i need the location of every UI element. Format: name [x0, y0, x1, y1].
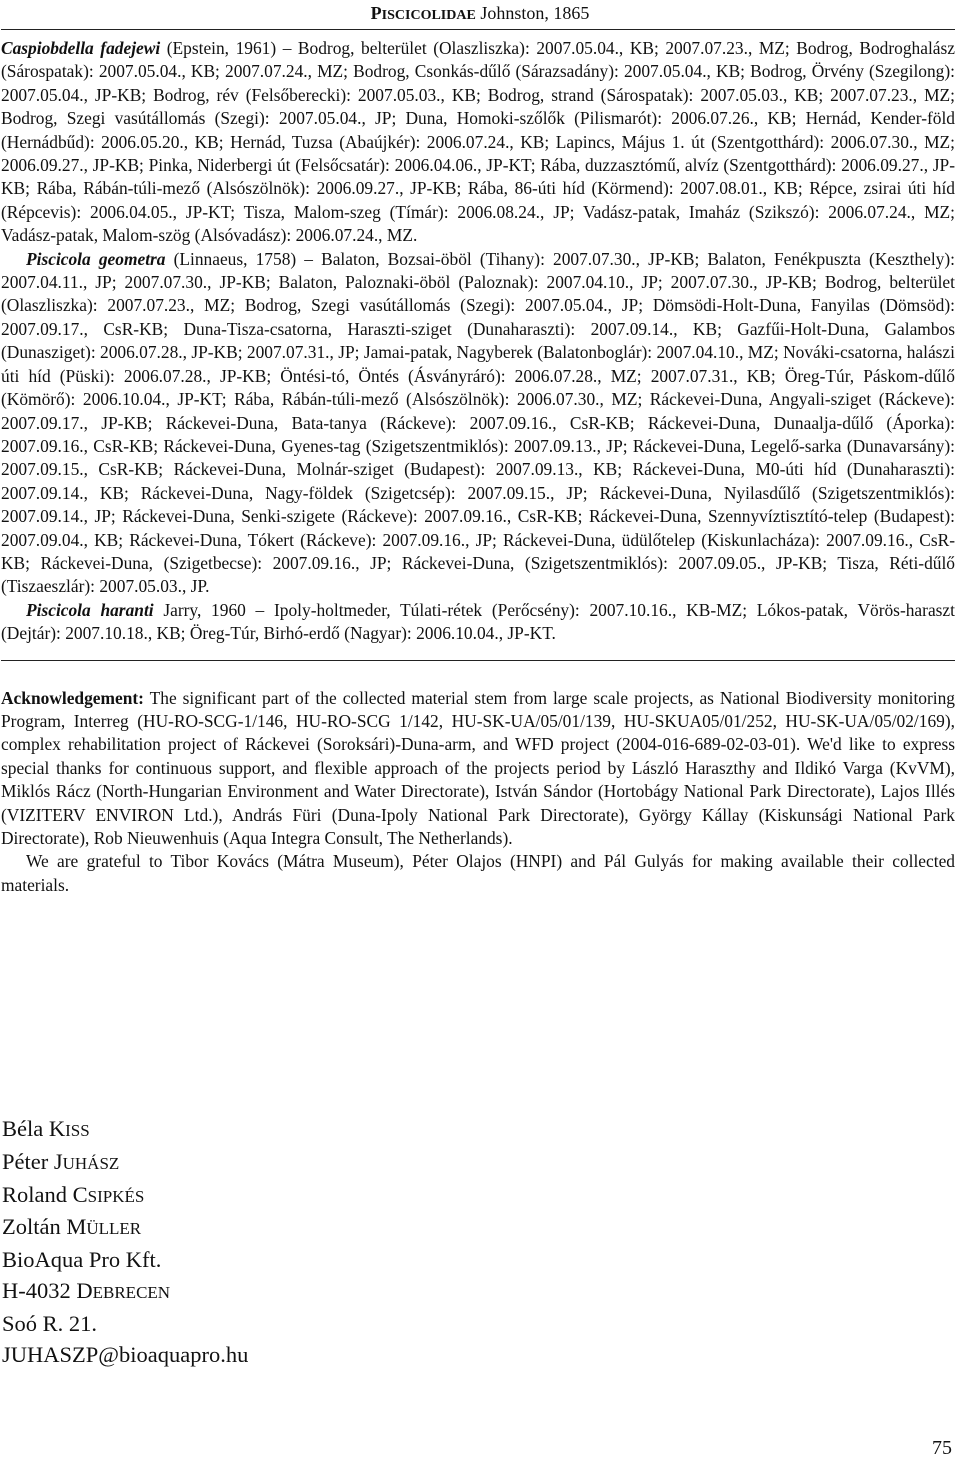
author-last-initial: M: [66, 1214, 87, 1240]
family-name: [371, 3, 476, 23]
record-text: Jarry, 1960 – Ipoly-holtmeder, Túlati-rétek (Perőcsény): 2007.10.16., KB-MZ; Lókos-patak, Vörös-haraszt (Dejtár): 2007.10.18., KB; Öreg-Túr, Birhó-erdő (Nagyar): 2006.10.04., JP-KT.: [1, 599, 955, 644]
postal-city: [2, 1276, 248, 1309]
record-piscicola-geometra: [1, 248, 955, 599]
species-name: Piscicola geometra: [26, 248, 166, 269]
record-text: (Linnaeus, 1758) – Balaton, Bozsai-öböl (Tihany): 2007.07.30., JP-KB; Balaton, Fenékpuszta (Keszthely): 2007.04.11., JP; 2007.07.30., JP-KB; Balaton, Paloznaki-öböl (Paloznak): 2007.04.10., JP; 2007.07.30., JP-KB; Bodrog, belterület (Olaszliszka): 2007.07.23., MZ; Bodrog, Szegi vasútállomás (Szegi): 2007.05.04., JP; Dömsödi-Holt-Duna, Fanyilas (Dömsöd): 2007.09.17., CsR-KB; Duna-Tisza-csatorna, Haraszti-sziget (Dunaharaszti): 2007.09.14., KB; Gazfűi-Holt-Duna, Galambos (Dunasziget): 2006.07.28., JP-KB; 2007.07.31., JP; Jamai-patak, Nagyberek (Balatonboglár): 2007.04.10., MZ; Nováki-csatorna, halászi úti híd (Püski): 2006.07.28., JP-KB; Öntési-tó, Öntés (Ásványráró): 2006.07.28., MZ; 2007.07.31., KB; Öreg-Túr, Páskom-dűlő (Kömörő): 2006.10.04., JP-KT; Rába, Rábán-túli-mező (Alsószölnök): 2006.07.30., MZ; Ráckevei-Duna, Angyali-sziget (Ráckeve): 2007.09.17., JP-KB; Ráckevei-Duna, Bata-tanya (Ráckeve): 2007.09.16., CsR-KB; Ráckevei-Duna, Dunaalja-dűlő (Áporka): 2007.09.16., CsR-KB; Ráckevei-Duna, Gyenes-tag (Szigetszentmiklós): 2007.09.13., JP; Ráckevei-Duna, Legelő-sarka (Dunavarsány): 2007.09.15., CsR-KB; Ráckevei-Duna, Molnár-sziget (Budapest): 2007.09.13., KB; Ráckevei-Duna, M0-úti híd (Dunaharaszti): 2007.09.14., KB; Ráckevei-Duna, Nagy-földek (Szigetcsép): 2007.09.15., JP; Ráckevei-Duna, Nyilasdűlő (Szigetszentmiklós): 2007.09.14., JP; Ráckevei-Duna, Senki-szigete (Ráckeve): 2007.09.16., CsR-KB; Ráckevei-Duna, Szennyvíztisztító-telep (Budapest): 2007.09.04., KB; Ráckevei-Duna, Tókert (Ráckeve): 2007.09.16., JP; Ráckevei-Duna, üdülőtelep (Kiskunlacháza): 2007.09.16., CsR-KB; Ráckevei-Duna, (Szigetbecse): 2007.09.16., JP; Ráckevei-Duna, (Szigetszentmiklós): 2007.09.05., JP-KB; Tisza, Réti-dűlő (Tiszaeszlár): 2007.05.03., JP.: [1, 248, 955, 597]
city-rest: EBRECEN: [92, 1282, 171, 1302]
author-first-name: Béla: [2, 1116, 44, 1141]
record-piscicola-haranti: [1, 599, 955, 646]
email-address: JUHASZP@bioaquapro.hu: [2, 1341, 249, 1367]
organization: BioAqua Pro Kft.: [2, 1247, 162, 1273]
author-block: [2, 1114, 248, 1370]
acknowledgement-paragraph-1: [1, 687, 955, 851]
acknowledgement-title: Acknowledgement:: [1, 687, 144, 708]
author-last-rest: UHÁSZ: [62, 1153, 120, 1173]
author-name: [2, 1180, 248, 1213]
header-rule: [1, 29, 955, 30]
record-text: (Epstein, 1961) – Bodrog, belterület (Olaszliszka): 2007.05.04., KB; 2007.07.23., MZ; Bodrog, Bodroghalász (Sárospatak): 2007.05.04., KB; 2007.07.24., MZ; Bodrog, Csonkás-dűlő (Sárazsadány): 2007.05.04., KB; Bodrog, Örvény (Szegilong): 2007.05.04., JP-KB; Bodrog, rév (Felsőberecki): 2007.05.03., KB; Bodrog, strand (Sárospatak): 2007.05.03., KB; 2007.07.23., MZ; Bodrog, Szegi vasútállomás (Szegi): 2007.05.04., JP; Duna, Homoki-szőlők (Pilismarót): 2006.07.26., KB; Hernád, Kender-föld (Hernádbűd): 2006.05.20., KB; Hernád, Tuzsa (Abaújkér): 2006.07.24., KB; Lapincs, Május 1. út (Szentgotthárd): 2006.07.30., MZ; 2006.09.27., JP-KB; Pinka, Niderbergi út (Felsőcsatár): 2006.04.06., JP-KT; Rába, duzzasztómű, alvíz (Szentgotthárd): 2006.09.27., JP-KB; Rába, Rábán-túli-mező (Alsószölnök): 2006.09.27., JP-KB; Rába, 86-úti híd (Körmend): 2007.08.01., KB; Répce, zsirai úti híd (Répcevis): 2006.04.05., JP-KT; Tisza, Malom-szeg (Tímár): 2006.08.24., JP; Vadász-patak, Imaház (Szikszó): 2006.07.24., MZ; Vadász-patak, Malom-szög (Alsóvadász): 2006.07.24., MZ.: [1, 38, 955, 246]
author-last-initial: C: [72, 1181, 88, 1207]
author-name: [2, 1147, 248, 1180]
page-number: 75: [932, 1437, 952, 1459]
author-last-initial: J: [53, 1148, 63, 1174]
body-text: [1, 37, 955, 897]
family-name-initial: P: [370, 3, 382, 23]
author-first-name: Péter: [2, 1148, 49, 1174]
author-name: [2, 1114, 248, 1147]
acknowledgement-section: [1, 687, 955, 898]
author-first-name: Roland: [2, 1181, 67, 1207]
species-name: Piscicola haranti: [26, 599, 154, 620]
running-head: [0, 2, 960, 27]
author-last-rest: SIPKÉS: [87, 1186, 145, 1206]
author-name: [2, 1212, 248, 1245]
record-caspiobdella-fadejewi: [1, 37, 955, 248]
author-last-initial: K: [48, 1116, 66, 1141]
postcode: H-4032: [2, 1277, 71, 1303]
street-address: Soó R. 21.: [2, 1310, 98, 1336]
city-initial: D: [76, 1277, 93, 1303]
species-name: Caspiobdella fadejewi: [1, 38, 161, 58]
author-last-rest: ÜLLER: [86, 1219, 142, 1239]
section-rule: [1, 660, 955, 661]
acknowledgement-paragraph-2: We are grateful to Tibor Kovács (Mátra Museum), Péter Olajos (HNPI) and Pál Gulyás for making available their collected materials.: [1, 851, 955, 895]
acknowledgement-text-1: The significant part of the collected material stem from large scale projects, as National Biodiversity monitoring Program, Interreg (HU-RO-SCG-1/146, HU-RO-SCG 1/142, HU-SK-UA/05/01/139, HU-SKUA05/01/252, HU-SK-UA/05/02/169), complex rehabilitation project of Ráckevei (Soroksári)-Duna-arm, and WFD project (2004-016-689-02-03-01). We'd like to express special thanks for continuous support, and flexible approach of the projects period by László Haraszthy and Ildikó Varga (KvVM), Miklós Rácz (North-Hungarian Environment and Water Directorate), István Sándor (Hortobágy National Park Directorate), Lajos Illés (VIZITERV ENVIRON Ltd.), András Füri (Duna-Ipoly National Park Directorate), György Kállay (Kiskunsági National Park Directorate), Rob Nieuwenhuis (Aqua Integra Consult, The Netherlands).: [1, 687, 955, 848]
species-records: [1, 37, 955, 646]
author-last-rest: ISS: [65, 1121, 90, 1140]
family-authority: Johnston, 1865: [480, 3, 590, 23]
family-name-rest: ISCICOLIDAE: [381, 8, 476, 23]
author-first-name: Zoltán: [2, 1214, 61, 1240]
